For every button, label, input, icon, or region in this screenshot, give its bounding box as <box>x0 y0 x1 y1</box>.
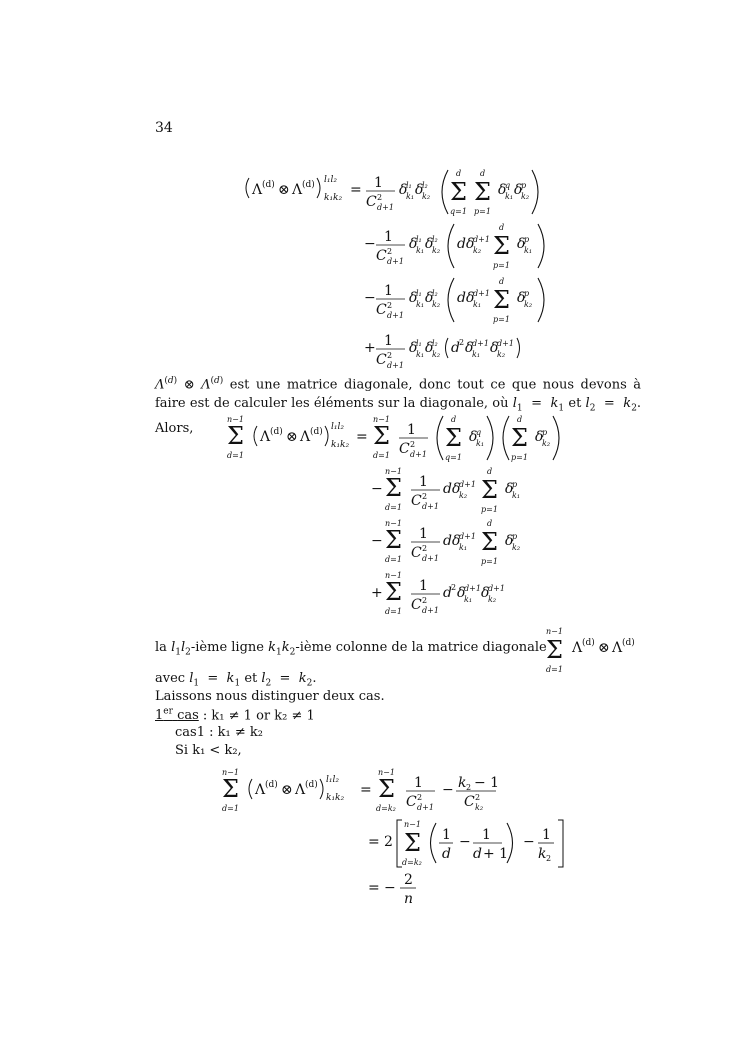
equation-3-row-2 <box>368 820 563 867</box>
equation-1-svg <box>240 170 570 370</box>
svg-text:2: 2 <box>404 872 413 888</box>
cas1-line: cas1 : k₁ ≠ k₂ <box>175 725 263 740</box>
svg-text:n−1: n−1 <box>373 415 390 424</box>
svg-text:Σ: Σ <box>493 232 510 260</box>
svg-text:n−1: n−1 <box>378 768 395 777</box>
svg-text:k₁: k₁ <box>406 192 415 201</box>
svg-text:=: = <box>368 880 380 896</box>
svg-text:Σ: Σ <box>474 178 491 206</box>
equation-3-row-3 <box>368 872 416 907</box>
svg-text:k₂: k₂ <box>521 192 530 201</box>
svg-text:(d): (d) <box>270 427 283 437</box>
svg-text:Λ: Λ <box>252 182 263 198</box>
equation-1-lhs <box>246 175 362 203</box>
svg-text:C: C <box>411 597 422 613</box>
svg-text:dδ: dδ <box>457 236 475 252</box>
svg-text:d+1: d+1 <box>422 606 439 615</box>
svg-text:d: d <box>499 277 505 286</box>
svg-text:k₂: k₂ <box>432 246 441 255</box>
svg-text:k₁: k₁ <box>416 300 425 309</box>
case-1-label: 1er cas <box>155 707 199 724</box>
svg-text:1: 1 <box>384 229 393 245</box>
svg-text:δ: δ <box>517 236 526 252</box>
svg-text:2: 2 <box>410 440 416 449</box>
svg-text:C: C <box>376 302 387 318</box>
svg-text:n−1: n−1 <box>546 627 563 636</box>
svg-text:−: − <box>371 533 383 549</box>
svg-text:l₂: l₂ <box>432 235 438 244</box>
svg-text:k₁: k₁ <box>464 595 473 604</box>
svg-text:l₂: l₂ <box>432 339 438 348</box>
svg-text:−: − <box>364 236 376 252</box>
equation-2-row-4 <box>371 571 505 616</box>
svg-text:dδ: dδ <box>457 290 475 306</box>
svg-text:⊗: ⊗ <box>286 429 298 445</box>
svg-text:Λ: Λ <box>612 640 623 656</box>
svg-text:n−1: n−1 <box>404 820 421 829</box>
svg-text:d+1: d+1 <box>459 480 476 489</box>
svg-text:+: + <box>364 340 376 356</box>
svg-text:k₁: k₁ <box>512 491 521 500</box>
svg-text:k₁: k₁ <box>473 300 482 309</box>
svg-text:1: 1 <box>442 827 451 843</box>
svg-text:δ: δ <box>505 533 514 549</box>
svg-text:l₁: l₁ <box>406 181 412 190</box>
paragraph-1-text-a: est une matrice diagonale, donc tout ce que nous devons à faire <box>155 377 641 412</box>
svg-text:⊗: ⊗ <box>598 640 610 656</box>
svg-text:2: 2 <box>422 544 428 553</box>
svg-text:n−1: n−1 <box>227 415 244 424</box>
svg-text:− 1: − 1 <box>474 775 500 791</box>
svg-text:p: p <box>524 289 530 298</box>
svg-text:Σ: Σ <box>373 422 390 450</box>
svg-text:δ: δ <box>481 585 490 601</box>
svg-text:d: d <box>473 846 482 862</box>
svg-text:d: d <box>451 340 460 356</box>
page-number: 34 <box>155 120 173 136</box>
svg-text:δ: δ <box>535 429 544 445</box>
svg-text:2: 2 <box>466 783 472 792</box>
svg-text:d+1: d+1 <box>488 584 505 593</box>
svg-text:p: p <box>521 181 527 190</box>
svg-text:C: C <box>411 545 422 561</box>
svg-text:Σ: Σ <box>227 422 244 450</box>
svg-text:p=1: p=1 <box>511 453 528 462</box>
svg-text:2: 2 <box>422 596 428 605</box>
svg-text:⊗: ⊗ <box>278 182 290 198</box>
equation-2 <box>225 412 575 617</box>
svg-text:dδ: dδ <box>443 481 461 497</box>
svg-text:δ: δ <box>399 182 408 198</box>
svg-text:2: 2 <box>387 247 393 256</box>
svg-text:k₁: k₁ <box>524 246 533 255</box>
svg-text:+ 1: + 1 <box>483 846 509 862</box>
svg-text:2: 2 <box>451 583 457 592</box>
equation-1 <box>240 170 570 370</box>
svg-text:2: 2 <box>546 854 552 863</box>
svg-text:−: − <box>371 481 383 497</box>
svg-text:Σ: Σ <box>378 775 395 803</box>
svg-text:−: − <box>459 834 471 850</box>
svg-text:Σ: Σ <box>385 474 402 502</box>
svg-text:=: = <box>356 429 368 445</box>
svg-text:d: d <box>456 169 462 178</box>
svg-text:Σ: Σ <box>450 178 467 206</box>
svg-text:k₁: k₁ <box>416 246 425 255</box>
svg-text:k₂: k₂ <box>512 543 521 552</box>
svg-text:2: 2 <box>417 793 423 802</box>
paragraph-2-text-a: la <box>155 640 167 655</box>
svg-text:(d): (d) <box>265 780 278 790</box>
paragraph-3-text-b: et <box>244 671 258 686</box>
svg-text:2: 2 <box>387 301 393 310</box>
inline-sum <box>544 624 644 674</box>
svg-text:(d): (d) <box>622 638 635 648</box>
svg-text:1: 1 <box>384 333 393 349</box>
svg-text:k₁: k₁ <box>472 350 481 359</box>
svg-text:Λ: Λ <box>295 782 306 798</box>
equation-3 <box>220 765 580 910</box>
svg-text:q: q <box>505 181 511 190</box>
equation-3-row-1 <box>376 768 499 813</box>
svg-text:δ: δ <box>457 585 466 601</box>
svg-text:d+1: d+1 <box>387 311 404 320</box>
svg-text:k₂: k₂ <box>473 246 482 255</box>
svg-text:p=1: p=1 <box>481 505 498 514</box>
case-1-condition: : k₁ ≠ 1 or k₂ ≠ 1 <box>202 708 315 724</box>
svg-text:l₁l₂: l₁l₂ <box>326 775 339 785</box>
svg-text:k₂: k₂ <box>497 350 506 359</box>
svg-text:p=1: p=1 <box>474 207 491 216</box>
svg-text:Λ: Λ <box>260 429 271 445</box>
equation-3-lhs <box>222 768 372 813</box>
equation-2-lhs <box>227 415 368 460</box>
svg-text:n: n <box>404 891 414 907</box>
svg-text:2: 2 <box>475 793 481 802</box>
svg-text:d+1: d+1 <box>464 584 481 593</box>
svg-text:−: − <box>523 834 535 850</box>
svg-text:d: d <box>480 169 486 178</box>
svg-text:l₂: l₂ <box>432 289 438 298</box>
svg-text:Σ: Σ <box>546 636 563 664</box>
equation-2-row-3 <box>371 519 520 566</box>
svg-text:Σ: Σ <box>511 424 528 452</box>
paragraph-3: avec $l_1 = k_1$ et $l_2 = k_2$. <box>155 671 317 689</box>
svg-text:k₁: k₁ <box>505 192 514 201</box>
svg-text:1: 1 <box>419 474 428 490</box>
svg-text:δ: δ <box>490 340 499 356</box>
paragraph-2-text-c: -ième colonne de la matrice diagonale <box>295 640 547 655</box>
svg-text:d=1: d=1 <box>227 451 244 460</box>
svg-text:k₂: k₂ <box>422 192 431 201</box>
svg-text:d+1: d+1 <box>387 361 404 370</box>
svg-text:(d): (d) <box>310 427 323 437</box>
svg-text:C: C <box>464 794 475 810</box>
svg-text:l₁l₂: l₁l₂ <box>324 175 337 185</box>
svg-text:k₁: k₁ <box>416 350 425 359</box>
svg-text:k₁: k₁ <box>459 543 468 552</box>
svg-text:δ: δ <box>409 236 418 252</box>
svg-text:d=1: d=1 <box>385 503 402 512</box>
svg-text:p: p <box>542 428 548 437</box>
paragraph-3-text-a: avec <box>155 671 186 686</box>
equation-1-row-3 <box>364 277 544 324</box>
si-line: Si k₁ < k₂, <box>175 743 242 758</box>
svg-text:(d): (d) <box>305 780 318 790</box>
svg-text:1: 1 <box>414 775 423 791</box>
svg-text:Λ: Λ <box>292 182 303 198</box>
svg-text:δ: δ <box>469 429 478 445</box>
svg-text:Λ: Λ <box>255 782 266 798</box>
svg-text:n−1: n−1 <box>385 519 402 528</box>
svg-text:k₁k₂: k₁k₂ <box>326 793 345 803</box>
inline-sum-svg <box>544 624 644 674</box>
svg-text:k₂: k₂ <box>432 350 441 359</box>
svg-text:l₁: l₁ <box>416 289 422 298</box>
svg-text:δ: δ <box>465 340 474 356</box>
svg-text:δ: δ <box>498 182 507 198</box>
svg-text:l₁: l₁ <box>416 235 422 244</box>
svg-text:δ: δ <box>425 236 434 252</box>
svg-text:d+1: d+1 <box>497 339 514 348</box>
svg-text:2: 2 <box>422 492 428 501</box>
svg-text:1: 1 <box>374 175 383 191</box>
svg-text:2: 2 <box>459 338 465 347</box>
svg-text:k₂: k₂ <box>542 439 551 448</box>
svg-text:q: q <box>476 428 482 437</box>
svg-text:1: 1 <box>542 827 551 843</box>
svg-text:Σ: Σ <box>493 286 510 314</box>
svg-text:n−1: n−1 <box>385 571 402 580</box>
svg-text:=: = <box>360 782 372 798</box>
svg-text:d=1: d=1 <box>373 451 390 460</box>
svg-text:k₂: k₂ <box>432 300 441 309</box>
svg-text:C: C <box>411 493 422 509</box>
svg-text:l₂: l₂ <box>422 181 428 190</box>
svg-text:p: p <box>512 532 518 541</box>
svg-text:2: 2 <box>384 834 393 850</box>
svg-text:k: k <box>538 846 547 862</box>
equation-2-row-1 <box>373 415 559 462</box>
svg-text:δ: δ <box>425 290 434 306</box>
svg-text:l₁: l₁ <box>416 339 422 348</box>
svg-text:k₂: k₂ <box>475 803 484 812</box>
svg-text:=: = <box>368 834 380 850</box>
svg-text:δ: δ <box>409 340 418 356</box>
paragraph-2-text-b: -ième ligne <box>190 640 264 655</box>
svg-text:p=1: p=1 <box>493 261 510 270</box>
svg-text:δ: δ <box>505 481 514 497</box>
svg-text:n−1: n−1 <box>385 467 402 476</box>
svg-text:Λ: Λ <box>572 640 583 656</box>
svg-text:d+1: d+1 <box>422 554 439 563</box>
svg-text:d: d <box>517 415 523 424</box>
svg-text:δ: δ <box>425 340 434 356</box>
paragraph-1-text-c: et <box>568 396 582 412</box>
svg-text:p=1: p=1 <box>493 315 510 324</box>
svg-text:Σ: Σ <box>404 829 421 857</box>
svg-text:C: C <box>376 248 387 264</box>
svg-text:d=k₂: d=k₂ <box>376 804 396 813</box>
equation-1-row-1 <box>366 169 538 216</box>
svg-text:C: C <box>366 194 377 210</box>
paragraph-4: Laissons nous distinguer deux cas. <box>155 689 385 704</box>
svg-text:d+1: d+1 <box>417 803 434 812</box>
svg-text:k₁k₂: k₁k₂ <box>331 440 350 450</box>
svg-text:δ: δ <box>409 290 418 306</box>
equation-2-svg <box>225 412 575 617</box>
equation-1-row-4 <box>364 333 520 370</box>
svg-text:Σ: Σ <box>222 775 239 803</box>
svg-text:=: = <box>350 182 362 198</box>
svg-text:k₂: k₂ <box>459 491 468 500</box>
equation-2-row-2 <box>371 467 520 514</box>
svg-text:Σ: Σ <box>385 578 402 606</box>
svg-text:δ: δ <box>415 182 424 198</box>
svg-text:−: − <box>442 782 454 798</box>
svg-text:1: 1 <box>407 422 416 438</box>
svg-text:d+1: d+1 <box>472 339 489 348</box>
svg-text:δ: δ <box>517 290 526 306</box>
svg-text:q=1: q=1 <box>445 453 462 462</box>
paragraph-1: $\Lambda^{(d)}$ ⊗ $\Lambda^{(d)}$ est une matrice diagonale, donc tout ce que nous devons à faire est de calculer les éléments sur la diagonale, où $l_1 = k_1$ et $l_2 = k_2$. Alors, <box>155 376 642 436</box>
svg-text:n−1: n−1 <box>222 768 239 777</box>
svg-text:d: d <box>442 846 451 862</box>
equation-3-svg <box>220 765 580 910</box>
svg-text:d+1: d+1 <box>473 289 490 298</box>
svg-text:(d): (d) <box>262 180 275 190</box>
svg-text:q=1: q=1 <box>450 207 467 216</box>
svg-text:Σ: Σ <box>385 526 402 554</box>
svg-text:Λ: Λ <box>300 429 311 445</box>
equation-1-row-2 <box>364 223 544 270</box>
svg-text:d: d <box>487 519 493 528</box>
svg-text:k₂: k₂ <box>524 300 533 309</box>
svg-text:Σ: Σ <box>481 476 498 504</box>
svg-text:C: C <box>376 352 387 368</box>
svg-text:d+1: d+1 <box>459 532 476 541</box>
svg-text:1: 1 <box>384 283 393 299</box>
svg-text:(d): (d) <box>302 180 315 190</box>
svg-text:δ: δ <box>514 182 523 198</box>
svg-text:d=1: d=1 <box>546 665 563 674</box>
paragraph-1-text-b: est de calculer les éléments sur la diagonale, où <box>189 396 509 412</box>
svg-text:dδ: dδ <box>443 533 461 549</box>
case-1-heading <box>155 707 315 723</box>
svg-text:p=1: p=1 <box>481 557 498 566</box>
svg-text:d=1: d=1 <box>222 804 239 813</box>
svg-text:C: C <box>406 794 417 810</box>
svg-text:1: 1 <box>482 827 491 843</box>
svg-text:d: d <box>451 415 457 424</box>
svg-text:p: p <box>524 235 530 244</box>
svg-text:d: d <box>487 467 493 476</box>
svg-text:−: − <box>364 290 376 306</box>
svg-text:1: 1 <box>419 578 428 594</box>
svg-text:k₁: k₁ <box>476 439 485 448</box>
svg-text:C: C <box>399 441 410 457</box>
svg-text:−: − <box>384 880 396 896</box>
svg-text:k: k <box>458 775 467 791</box>
svg-text:+: + <box>371 585 383 601</box>
svg-text:(d): (d) <box>582 638 595 648</box>
paragraph-1-text-d: . Alors, <box>155 396 642 436</box>
paragraph-2: la $l_1l_2$-ième ligne $k_1k_2$-ième colonne de la matrice diagonale <box>155 640 547 658</box>
svg-text:k₂: k₂ <box>488 595 497 604</box>
svg-text:d+1: d+1 <box>422 502 439 511</box>
svg-text:d+1: d+1 <box>387 257 404 266</box>
svg-text:d=1: d=1 <box>385 555 402 564</box>
svg-text:d+1: d+1 <box>473 235 490 244</box>
svg-text:Σ: Σ <box>481 528 498 556</box>
svg-text:d+1: d+1 <box>377 203 394 212</box>
svg-text:p: p <box>512 480 518 489</box>
svg-text:Σ: Σ <box>445 424 462 452</box>
svg-text:⊗: ⊗ <box>281 782 293 798</box>
svg-text:d: d <box>499 223 505 232</box>
svg-text:d=1: d=1 <box>385 607 402 616</box>
svg-text:2: 2 <box>377 193 383 202</box>
svg-text:d: d <box>443 585 452 601</box>
svg-text:2: 2 <box>387 351 393 360</box>
svg-text:d=k₂: d=k₂ <box>402 858 422 867</box>
svg-text:d+1: d+1 <box>410 450 427 459</box>
svg-text:1: 1 <box>419 526 428 542</box>
svg-text:k₁k₂: k₁k₂ <box>324 193 343 203</box>
svg-text:l₁l₂: l₁l₂ <box>331 422 344 432</box>
